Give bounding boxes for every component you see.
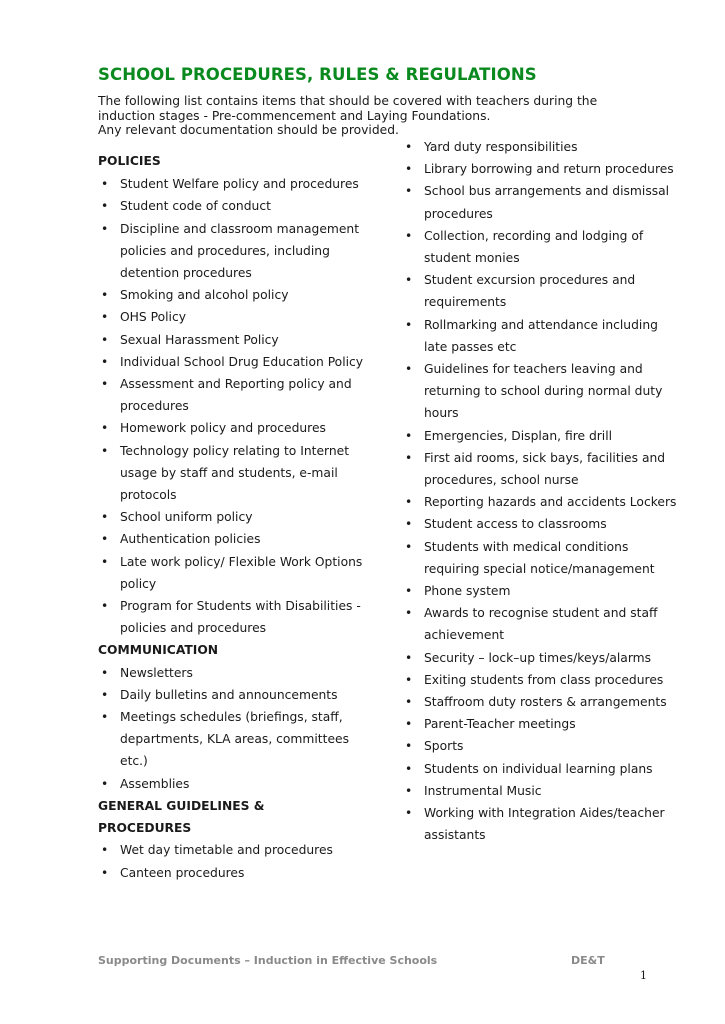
list-item-text: Instrumental Music	[424, 783, 542, 798]
list-item-text: Meetings schedules (briefings, staff, departments, KLA areas, committees etc.)	[120, 710, 349, 769]
bullet-icon: •	[405, 606, 413, 621]
bullet-icon: •	[101, 377, 109, 392]
intro-line: induction stages - Pre-commencement and Laying Foundations.	[98, 108, 491, 123]
bullet-icon: •	[101, 554, 109, 569]
list-item-text: First aid rooms, sick bays, facilities and procedures, school nurse	[424, 450, 666, 488]
list-item-text: Assessment and Reporting policy and procedures	[120, 377, 352, 414]
bullet-icon: •	[101, 332, 109, 347]
bullet-icon: •	[101, 843, 109, 858]
intro-line: Any relevant documentation should be provided.	[98, 123, 399, 137]
list-item-text: Late work policy/ Flexible Work Options policy	[120, 554, 363, 591]
list-item	[402, 580, 677, 602]
list-item-text: Students on individual learning plans	[424, 761, 653, 776]
list-item-text: Sexual Harassment Policy	[120, 332, 279, 347]
list-item	[402, 780, 677, 802]
bullet-list	[98, 173, 368, 639]
footer-org: DE&T	[571, 954, 605, 967]
list-item-text: Student code of conduct	[120, 199, 271, 214]
list-item	[98, 329, 368, 351]
bullet-icon: •	[405, 761, 413, 776]
bullet-icon: •	[405, 273, 413, 288]
list-item-text: Assemblies	[120, 776, 190, 791]
list-item-text: Security – lock–up times/keys/alarms	[424, 650, 652, 665]
list-item	[98, 528, 368, 550]
page-number: 1	[640, 969, 647, 982]
list-item-text: Canteen procedures	[120, 865, 245, 880]
list-item-text: Daily bulletins and announcements	[120, 687, 338, 702]
list-item	[402, 735, 677, 757]
list-item	[98, 839, 368, 861]
bullet-icon: •	[405, 672, 413, 687]
list-item	[98, 351, 368, 373]
bullet-icon: •	[405, 228, 413, 243]
list-item	[98, 218, 368, 285]
list-item	[402, 713, 677, 735]
document-title: SCHOOL PROCEDURES, RULES & REGULATIONS	[98, 65, 537, 84]
list-item-text: Student access to classrooms	[424, 517, 607, 532]
section-heading: COMMUNICATION	[98, 643, 219, 658]
bullet-icon: •	[405, 783, 413, 798]
bullet-icon: •	[405, 184, 413, 199]
list-item-text: Student Welfare policy and procedures	[120, 177, 359, 192]
list-item	[402, 425, 677, 447]
section-heading: GENERAL GUIDELINES & PROCEDURES	[98, 798, 265, 836]
list-item	[402, 158, 677, 180]
list-item	[402, 802, 677, 846]
bullet-icon: •	[101, 177, 109, 192]
list-item	[98, 373, 368, 417]
bullet-icon: •	[101, 199, 109, 214]
bullet-icon: •	[405, 362, 413, 377]
list-item-text: Library borrowing and return procedures	[424, 162, 674, 177]
list-item	[402, 136, 677, 158]
list-item-text: Wet day timetable and procedures	[120, 843, 333, 858]
bullet-icon: •	[405, 450, 413, 465]
bullet-icon: •	[405, 539, 413, 554]
bullet-icon: •	[101, 510, 109, 525]
list-item-text: Newsletters	[120, 665, 193, 680]
list-item	[402, 536, 677, 580]
list-item	[402, 669, 677, 691]
list-item	[402, 225, 677, 269]
bullet-icon: •	[101, 288, 109, 303]
list-item-text: Authentication policies	[120, 532, 261, 547]
bullet-icon: •	[101, 421, 109, 436]
list-item	[98, 195, 368, 217]
bullet-icon: •	[101, 532, 109, 547]
list-item-text: Individual School Drug Education Policy	[120, 354, 364, 369]
list-item	[402, 447, 677, 491]
list-item	[98, 595, 368, 639]
list-item-text: School bus arrangements and dismissal procedures	[424, 184, 670, 221]
bullet-list	[98, 662, 368, 795]
right-bullet-list	[402, 136, 677, 847]
list-item-text: Sports	[424, 739, 464, 754]
bullet-icon: •	[101, 443, 109, 458]
bullet-icon: •	[101, 776, 109, 791]
list-item	[98, 706, 368, 773]
bullet-icon: •	[405, 495, 413, 510]
intro-paragraph	[98, 94, 658, 138]
list-item-text: Working with Integration Aides/teacher assistants	[424, 806, 665, 843]
list-item	[402, 314, 677, 358]
list-item-text: Yard duty responsibilities	[424, 140, 578, 154]
bullet-icon: •	[101, 865, 109, 880]
footer-text: Supporting Documents – Induction in Effective Schools	[98, 954, 438, 967]
list-item	[402, 491, 677, 513]
bullet-icon: •	[405, 162, 413, 177]
list-item-text: Student excursion procedures and requirements	[424, 273, 636, 310]
list-item	[98, 417, 368, 439]
bullet-icon: •	[101, 221, 109, 236]
list-item-text: School uniform policy	[120, 510, 253, 525]
section-heading: POLICIES	[98, 154, 161, 168]
bullet-icon: •	[101, 710, 109, 725]
list-item	[402, 269, 677, 313]
list-item-text: Smoking and alcohol policy	[120, 288, 289, 303]
bullet-icon: •	[405, 584, 413, 599]
bullet-icon: •	[101, 310, 109, 325]
list-item	[98, 684, 368, 706]
list-item	[98, 306, 368, 328]
list-item	[402, 691, 677, 713]
bullet-icon: •	[405, 717, 413, 732]
list-item	[98, 662, 368, 684]
bullet-icon: •	[101, 354, 109, 369]
bullet-icon: •	[101, 687, 109, 702]
list-item-text: Homework policy and procedures	[120, 421, 326, 436]
list-item-text: Technology policy relating to Internet usage by staff and students, e-mail protocols	[120, 443, 350, 503]
list-item	[402, 602, 677, 646]
list-item-text: Parent-Teacher meetings	[424, 717, 576, 732]
right-column	[402, 136, 677, 847]
list-item-text: Collection, recording and lodging of student monies	[424, 228, 644, 266]
list-item-text: Staffroom duty rosters & arrangements	[424, 695, 667, 710]
list-item-text: Rollmarking and attendance including late passes etc	[424, 317, 658, 354]
list-item	[402, 180, 677, 224]
list-item	[98, 173, 368, 195]
list-item	[98, 862, 368, 884]
list-item-text: Exiting students from class procedures	[424, 672, 664, 687]
list-item-text: Emergencies, Displan, fire drill	[424, 428, 613, 443]
bullet-icon: •	[405, 695, 413, 710]
list-item	[402, 513, 677, 535]
bullet-icon: •	[405, 428, 413, 443]
bullet-icon: •	[405, 806, 413, 821]
list-item-text: OHS Policy	[120, 310, 187, 325]
list-item-text: Guidelines for teachers leaving and returning to school during normal duty hours	[424, 362, 663, 421]
list-item	[402, 358, 677, 425]
bullet-icon: •	[101, 599, 109, 614]
bullet-icon: •	[405, 650, 413, 665]
bullet-icon: •	[405, 739, 413, 754]
bullet-icon: •	[405, 517, 413, 532]
bullet-icon: •	[405, 140, 413, 154]
list-item-text: Awards to recognise student and staff achievement	[424, 606, 658, 643]
list-item	[402, 647, 677, 669]
list-item-text: Program for Students with Disabilities - policies and procedures	[120, 599, 361, 636]
list-item	[98, 773, 368, 795]
list-item-text: Reporting hazards and accidents Lockers	[424, 495, 677, 510]
list-item	[98, 440, 368, 507]
list-item	[402, 758, 677, 780]
list-item-text: Students with medical conditions requiring special notice/management	[424, 539, 655, 576]
list-item-text: Discipline and classroom management policies and procedures, including detention procedures	[120, 221, 360, 281]
list-item	[98, 506, 368, 528]
left-column	[98, 150, 368, 884]
list-item	[98, 551, 368, 595]
list-item-text: Phone system	[424, 584, 511, 599]
bullet-list	[98, 839, 368, 883]
bullet-icon: •	[101, 665, 109, 680]
list-item	[98, 284, 368, 306]
intro-line: The following list contains items that should be covered with teachers during the	[98, 94, 598, 108]
bullet-icon: •	[405, 317, 413, 332]
